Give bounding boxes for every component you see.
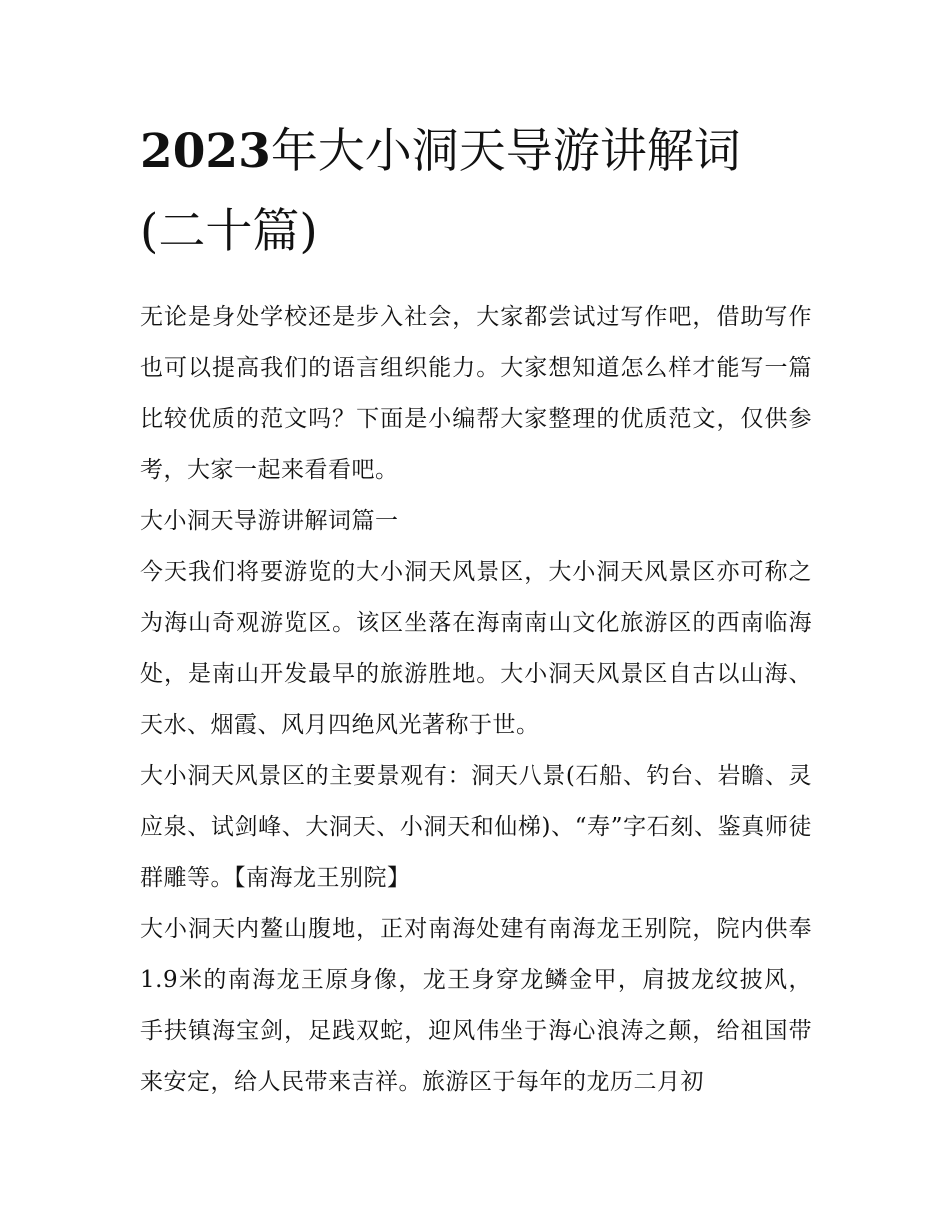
- document-page: [140, 112, 812, 1108]
- title-subtitle: (二十篇): [140, 204, 318, 259]
- document-title: [140, 112, 812, 272]
- title-text: 年大小洞天导游讲解词: [270, 124, 741, 179]
- body-paragraph: 大小洞天内鳌山腹地，正对南海处建有南海龙王别院，院内供奉1.9米的南海龙王原身像，龙王身穿龙鳞金甲，肩披龙纹披风，手扶镇海宝剑，足践双蛇，迎风伟坐于海心浪涛之颠，给祖国带来安定，给人民带来吉祥。旅游区于每年的龙历二月初: [140, 916, 812, 1095]
- section-heading: 大小洞天导游讲解词篇一: [140, 508, 399, 534]
- title-year: 2023: [140, 124, 271, 179]
- body-paragraph: 今天我们将要游览的大小洞天风景区，大小洞天风景区亦可称之为海山奇观游览区。该区坐落在海南南山文化旅游区的西南临海处，是南山开发最早的旅游胜地。大小洞天风景区自古以山海、天水、烟霞、风月四绝风光著称于世。: [140, 559, 812, 738]
- body-paragraph: 大小洞天风景区的主要景观有：洞天八景(石船、钓台、岩瞻、灵应泉、试剑峰、大洞天、小洞天和仙梯)、“寿”字石刻、鉴真师徒群雕等。【南海龙王别院】: [140, 763, 812, 891]
- intro-paragraph: 无论是身处学校还是步入社会，大家都尝试过写作吧，借助写作也可以提高我们的语言组织能力。大家想知道怎么样才能写一篇比较优质的范文吗？下面是小编帮大家整理的优质范文，仅供参考，大家一起来看看吧。: [140, 304, 812, 483]
- document-body: [140, 292, 812, 1108]
